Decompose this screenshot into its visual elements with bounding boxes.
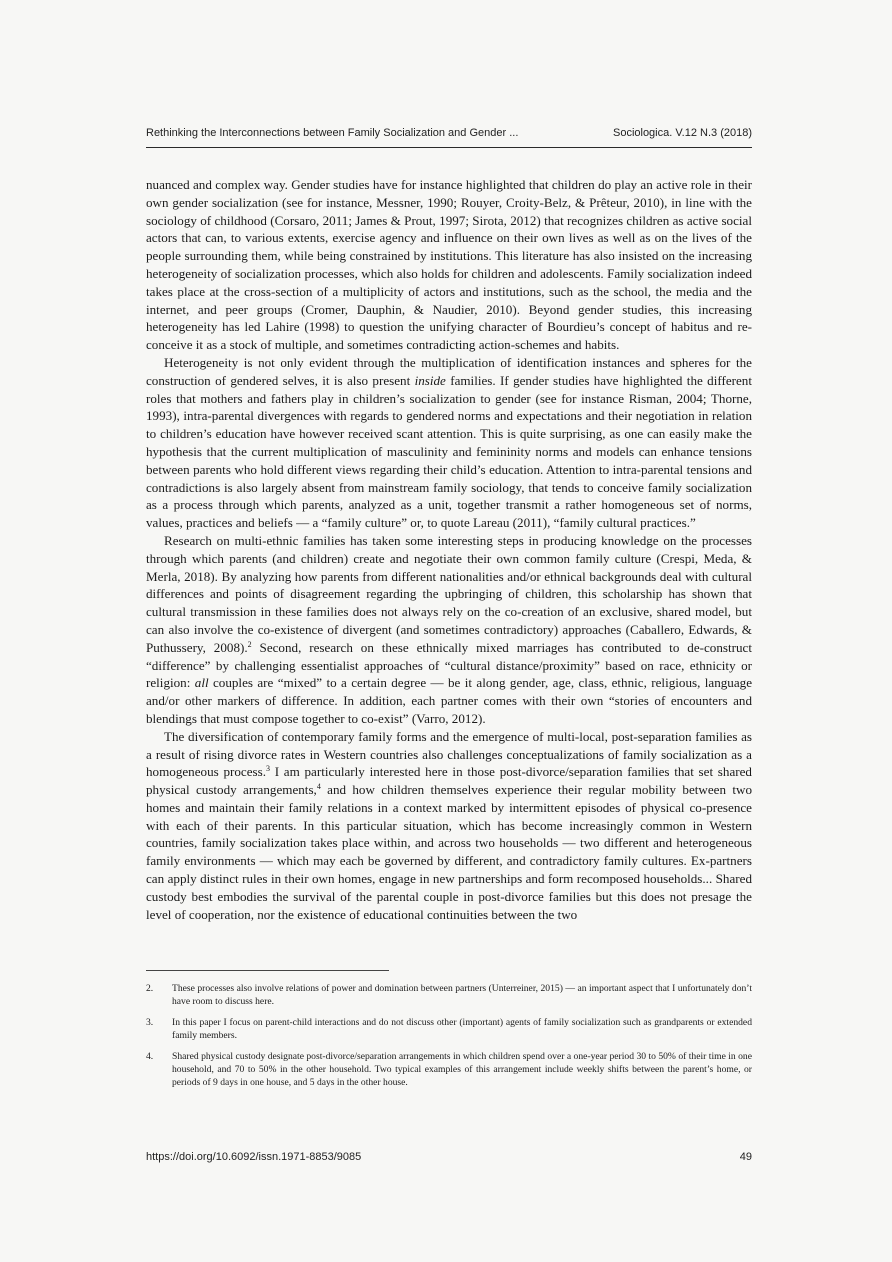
- page-number: 49: [739, 1151, 752, 1163]
- running-header: [146, 127, 752, 139]
- paragraph-3-text-c: couples are “mixed” to a certain degree — be it along gender, age, class, ethnic, religious, language and/or other markers of difference. In addition, each partner comes with their own “stories of encounters and blendings that must compose together to co-exist” (Varro, 2012).: [146, 675, 753, 726]
- body-text: [146, 176, 752, 923]
- paragraph-4-text-b: I am particularly interested here in those post-divorce/separation families that set shared physical custody arrangements,: [146, 764, 752, 798]
- footnote-text: Shared physical custody designate post-divorce/separation arrangements in which children spend over a one-year period 30 to 50% of their time in one household, and 70 to 50% in the other household. Two typical examples of this arrangement include weekly shifts between the parent’s home, or periods of 9 days in one house, and 5 days in the other house.: [172, 1051, 752, 1088]
- paragraph-2: [146, 354, 752, 532]
- paragraph-2-text-b: families. If gender studies have highlighted the different roles that mothers and fathers play in children’s socialization to gender (see for instance Risman, 2004; Thorne, 1993), intra-parental divergences with regards to gendered norms and expectations and their negotiation in relation to children’s education have however received scant attention. This is quite surprising, as one can easily make the hypothesis that the current multiplication of masculinity and femininity norms and models can enhance tensions between parents who hold different views regarding their child’s education. Attention to intra-parental tensions and contradictions is also largely absent from mainstream family sociology, that tends to conceive family socialization as a process through which parents, analyzed as a unit, together transmit a rather homogeneous set of norms, values, practices and beliefs — a “family culture” or, to quote Lareau (2011), “family cultural practices.”: [146, 372, 752, 531]
- footnote-rule: [146, 970, 389, 971]
- doi-link[interactable]: https://doi.org/10.6092/issn.1971-8853/9085: [146, 1151, 362, 1163]
- paragraph-1-text: nuanced and complex way. Gender studies have for instance highlighted that children do play an active role in their own gender socialization (see for instance, Messner, 1990; Rouyer, Croity-Belz, & Prêteur, 2010), in line with the sociology of childhood (Corsaro, 2011; James & Prout, 1997; Sirota, 2012) that recognizes children as active social actors that can, to various extents, exercise agency and influence on their own lives as well as on the lives of the people surrounding them, while being constrained by institutions. This literature has also insisted on the increasing heterogeneity of socialization processes, which also holds for children and adolescents. Family socialization indeed takes place at the cross-section of a multiplicity of actors and institutions, such as the school, the media and the internet, and peer groups (Cromer, Dauphin, & Naudier, 2010). Beyond gender studies, this increasing heterogeneity has led Lahire (1998) to question the unifying character of Bourdieu’s concept of habitus and re-conceive it as a stock of multiple, and sometimes contradicting action-schemes and habits.: [146, 177, 752, 353]
- paragraph-4-text-c: and how children themselves experience their regular mobility between two homes and maintain their family relations in a context marked by intermittent episodes of physical co-presence with each of their parents. In this particular situation, which has become increasingly common in Western countries, family socialization takes place within, and across two households — two different and heterogeneous family environments — which may each be governed by different, and contradictory family cultures. Ex-partners can apply distinct rules in their own homes, engage in new partnerships and form recomposed households... Shared custody best embodies the survival of the parental couple in post-divorce families but this does not presage the level of cooperation, nor the existence of educational continuities between the two: [146, 782, 752, 922]
- footnote-number: 3.: [146, 1017, 154, 1028]
- footnote-ref-2[interactable]: 2: [247, 639, 252, 649]
- footnote-3: [146, 1016, 752, 1042]
- header-rule: [146, 147, 752, 148]
- footnote-number: 4.: [146, 1051, 154, 1062]
- paragraph-2-text-a: Heterogeneity is not only evident through the multiplication of identification instances and spheres for the construction of gendered selves, it is also present: [146, 354, 752, 388]
- footnote-text: These processes also involve relations of power and domination between partners (Unterreiner, 2015) — an important aspect that I unfortunately don’t have room to discuss here.: [172, 983, 752, 1007]
- header-article-title: Rethinking the Interconnections between Family Socialization and Gender ...: [146, 127, 519, 139]
- footnote-2: [146, 982, 752, 1008]
- footnote-ref-3[interactable]: 3: [266, 764, 270, 774]
- footnotes: [146, 982, 752, 1097]
- paragraph-1: [146, 176, 752, 354]
- paragraph-3-text-b: Second, research on these ethnically mixed marriages has contributed to de-construct “difference” by challenging essentialist approaches of “cultural distance/proximity” based on race, ethnicity or religion:: [146, 639, 752, 691]
- paragraph-4: [146, 728, 752, 924]
- paragraph-3-text-a: Research on multi-ethnic families has taken some interesting steps in producing knowledge on the processes through which parents (and children) create and negotiate their own common family culture (Crespi, Meda, & Merla, 2018). By analyzing how parents from different nationalities and/or ethnical backgrounds deal with cultural differences and points of disagreement regarding the upbringing of children, this scholarship has shown that cultural transmission in these families does not always rely on the co-creation of an exclusive, shared model, but can also involve the co-existence of divergent (and sometimes contradictory) approaches (Caballero, Edwards, & Puthussery, 2008).: [146, 532, 752, 655]
- header-journal-info: Sociologica. V.12 N.3 (2018): [612, 127, 752, 139]
- paragraph-4-text-a: The diversification of contemporary family forms and the emergence of multi-local, post-separation families as a result of rising divorce rates in Western countries also challenges conceptualizations of family socialization as a homogeneous process.: [146, 728, 752, 780]
- page-footer: [146, 1151, 752, 1163]
- footnote-text: In this paper I focus on parent-child interactions and do not discuss other (important) agents of family socialization such as grandparents or extended family members.: [172, 1017, 752, 1041]
- paragraph-3: [146, 532, 752, 728]
- footnote-4: [146, 1050, 752, 1089]
- paragraph-3-emphasis: all: [194, 675, 209, 691]
- footnote-number: 2.: [146, 983, 154, 994]
- paragraph-2-emphasis: inside: [414, 372, 446, 388]
- footnote-ref-4[interactable]: 4: [316, 782, 321, 792]
